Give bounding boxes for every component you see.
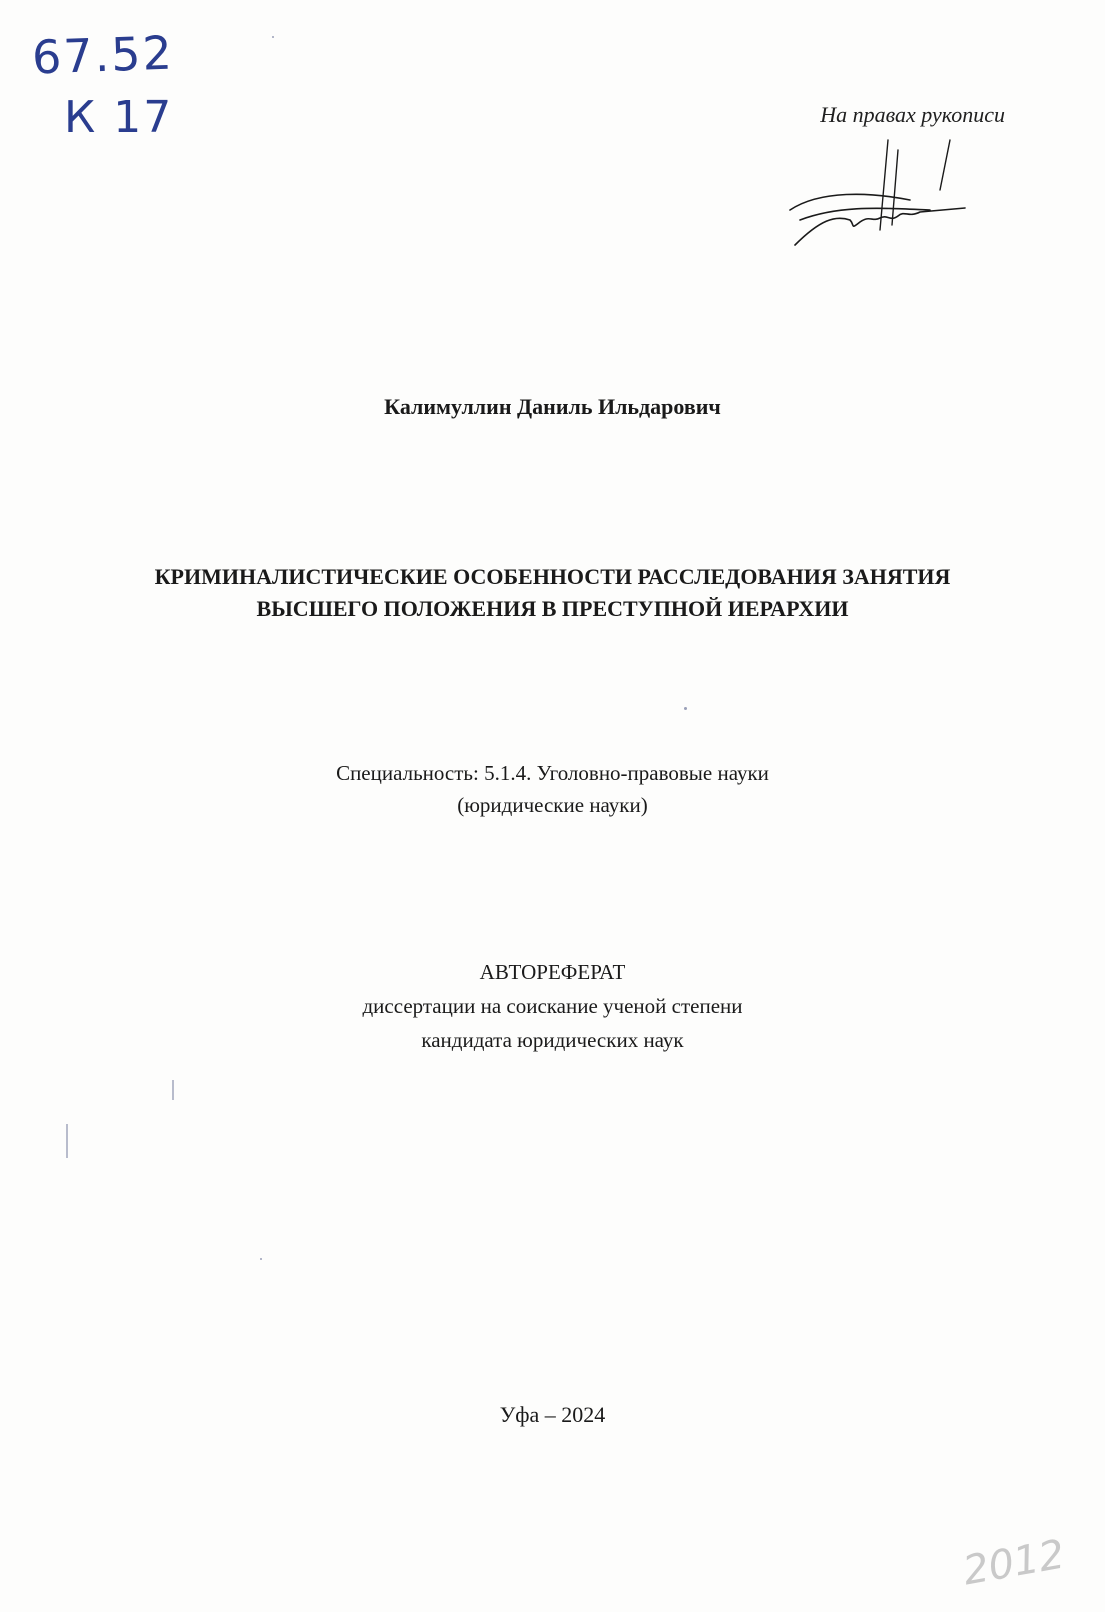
handwritten-library-code-line2: К 17 xyxy=(64,92,174,143)
scan-speck xyxy=(260,1258,262,1260)
abstract-block xyxy=(0,955,1105,1057)
abstract-heading: АВТОРЕФЕРАТ xyxy=(479,960,626,984)
abstract-line-1: диссертации на соискание ученой степени xyxy=(362,994,743,1018)
author-signature xyxy=(780,130,980,260)
handwritten-bottom-note: 2012 xyxy=(959,1531,1069,1595)
specialty-line-2: (юридические науки) xyxy=(457,793,648,817)
dissertation-title xyxy=(0,561,1105,625)
title-line-1: КРИМИНАЛИСТИЧЕСКИЕ ОСОБЕННОСТИ РАССЛЕДОВАНИЯ ЗАНЯТИЯ xyxy=(154,564,951,589)
author-name: Калимуллин Даниль Ильдарович xyxy=(384,394,721,419)
scan-speck xyxy=(272,36,274,38)
title-line-2: ВЫСШЕГО ПОЛОЖЕНИЯ В ПРЕСТУПНОЙ ИЕРАРХИИ xyxy=(256,596,849,621)
scan-mark xyxy=(66,1124,76,1158)
specialty-line-1: Специальность: 5.1.4. Уголовно-правовые науки xyxy=(336,761,769,785)
place-and-year: Уфа – 2024 xyxy=(499,1402,606,1427)
manuscript-note: На правах рукописи xyxy=(820,102,1005,127)
scan-speck xyxy=(684,707,687,710)
scan-mark xyxy=(172,1080,176,1100)
specialty-block xyxy=(0,757,1105,821)
abstract-line-2: кандидата юридических наук xyxy=(421,1028,684,1052)
handwritten-library-code-line1: 67.52 xyxy=(31,25,175,85)
